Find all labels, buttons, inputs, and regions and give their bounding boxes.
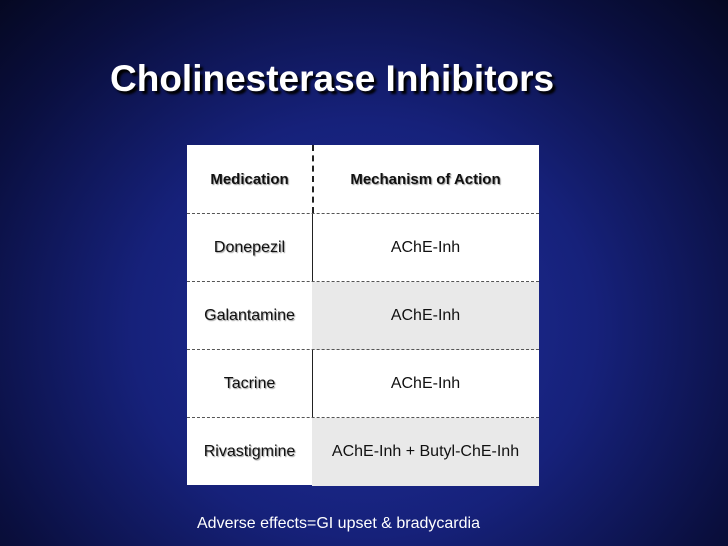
medication-cell: Donepezil [213,239,286,256]
mechanism-cell: AChE-Inh [390,375,461,392]
medication-cell: Tacrine [223,375,276,392]
adverse-effects-note: Adverse effects=GI upset & bradycardia [197,515,480,532]
medication-cell: Galantamine [204,307,295,324]
table-header-row [187,145,539,213]
column-header-medication: Medication [210,170,289,188]
medication-cell: Rivastigmine [203,443,296,460]
mechanism-cell: AChE-Inh [390,239,461,256]
medication-table [187,145,539,485]
table-row [187,417,539,486]
mechanism-cell: AChE-Inh [312,282,539,350]
slide-title: Cholinesterase Inhibitors [110,58,555,99]
column-header-mechanism: Mechanism of Action [350,170,501,188]
mechanism-cell: AChE-Inh + Butyl-ChE-Inh [312,418,539,486]
table-row [187,349,539,418]
table-row [187,213,539,282]
table-row [187,281,539,350]
